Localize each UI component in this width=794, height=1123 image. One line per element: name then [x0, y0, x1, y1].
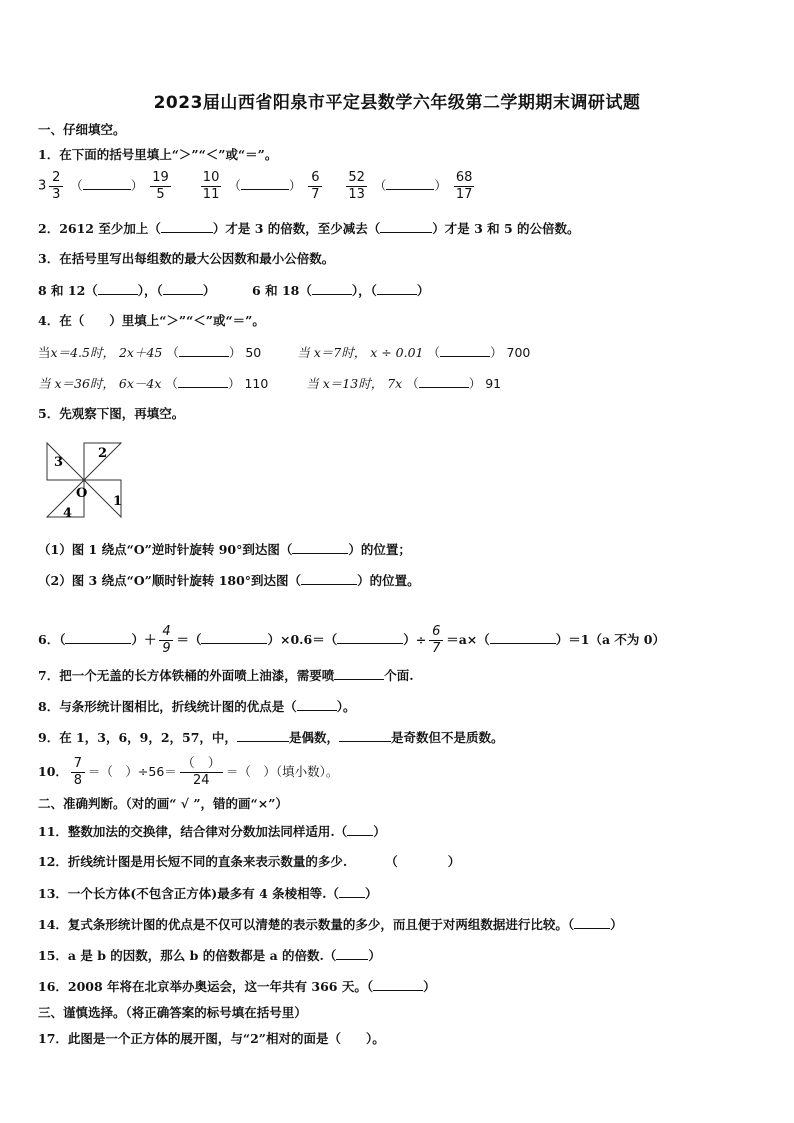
question-5-sub-2: （2）图 3 绕点“O”顺时针旋转 180°到达图（ ）的位置。: [38, 573, 420, 588]
answer-blank[interactable]: [377, 282, 417, 295]
answer-blank[interactable]: [574, 916, 610, 929]
figure-label-2: 2: [98, 446, 108, 461]
fraction: $\frac{68}{17}$: [455, 170, 473, 202]
answer-blank[interactable]: [161, 220, 213, 233]
answer-blank[interactable]: [179, 344, 229, 357]
answer-blank[interactable]: [301, 572, 357, 585]
question-6: 6．（ ）＋ $\frac{4}{9}$ ＝（ ）×0.6＝（ ）÷ $\frac{6}{7}$ ＝a×（ ）＝1（a 不为 0）: [38, 624, 665, 656]
answer-blank[interactable]: [292, 541, 348, 554]
fraction: $\frac{10}{11}$: [202, 170, 220, 202]
answer-blank[interactable]: [337, 631, 403, 644]
figure-label-o: O: [76, 486, 88, 501]
judge-11: 11．整数加法的交换律，结合律对分数加法同样适用.（ ）: [38, 824, 386, 839]
answer-blank[interactable]: [347, 823, 373, 836]
answer-blank[interactable]: [163, 282, 203, 295]
question-4-prompt: 4．在（ ）里填上“＞”“＜”或“＝”。: [38, 313, 265, 328]
question-1-prompt: 1．在下面的括号里填上“＞”“＜”或“＝”。: [38, 147, 278, 162]
fraction: $\frac{2}{3}$: [49, 170, 63, 203]
answer-blank[interactable]: [386, 177, 434, 190]
judge-16: 16．2008 年将在北京举办奥运会，这一年共有 366 天。（ ）: [38, 979, 436, 994]
answer-blank[interactable]: [98, 282, 138, 295]
question-9: 9．在 1，3，6，9，2，57，中， 是偶数， 是奇数但不是质数。: [38, 730, 504, 745]
question-7: 7．把一个无盖的长方体铁桶的外面喷上油漆，需要喷 个面.: [38, 668, 414, 683]
section-heading-2: 二、准确判断。（对的画“ √ ”，错的画“×”）: [38, 796, 288, 811]
answer-blank[interactable]: [339, 729, 391, 742]
answer-blank[interactable]: [297, 698, 337, 711]
question-4-row-1: 当x＝4.5时， 2x＋45 （ ） 50 当 x＝7时， x ÷ 0.01 （ ） 700: [38, 345, 531, 360]
question-10: 10． $\frac{7}{8}$ ＝（ ）÷56＝ $\frac{( )}{24}$ ＝（ ）（填小数）。: [38, 756, 339, 788]
answer-blank[interactable]: [336, 947, 368, 960]
question-2: 2．2612 至少加上（ ）才是 3 的倍数，至少减去（ ）才是 3 和 5 的公倍数。: [38, 221, 580, 236]
fraction: $\frac{( )}{24}$: [181, 756, 221, 788]
fraction: $\frac{52}{13}$: [348, 170, 365, 202]
triangle-3: [47, 443, 84, 480]
answer-blank[interactable]: [440, 344, 490, 357]
page-title: 2023届山西省阳泉市平定县数学六年级第二学期期末调研试题: [153, 93, 641, 113]
figure-label-1: 1: [113, 494, 123, 509]
fraction: $\frac{6}{7}$: [429, 624, 443, 657]
rotation-figure: [44, 440, 126, 522]
answer-blank[interactable]: [83, 177, 131, 190]
figure-label-4: 4: [63, 506, 73, 521]
answer-blank[interactable]: [178, 375, 228, 388]
judge-14: 14．复式条形统计图的优点是不仅可以清楚的表示数量的多少，而且便于对两组数据进行比较。（ ）: [38, 917, 623, 932]
answer-blank[interactable]: [241, 177, 289, 190]
question-3-groups: 8 和 12（ ），（ ） 6 和 18（ ），（ ）: [38, 283, 430, 298]
fraction: $\frac{6}{7}$: [308, 170, 322, 203]
answer-blank[interactable]: [380, 220, 432, 233]
answer-blank[interactable]: [419, 375, 469, 388]
judge-13: 13．一个长方体(不包含正方体)最多有 4 条棱相等.（ ）: [38, 886, 378, 901]
judge-12: 12．折线统计图是用长短不同的直条来表示数量的多少. （ ）: [38, 854, 461, 869]
question-17: 17．此图是一个正方体的展开图，与“2”相对的面是（ ）。: [38, 1031, 385, 1046]
section-heading-1: 一、仔细填空。: [38, 122, 126, 137]
answer-blank[interactable]: [312, 282, 352, 295]
answer-blank[interactable]: [237, 729, 289, 742]
answer-blank[interactable]: [373, 978, 423, 991]
answer-blank[interactable]: [334, 667, 384, 680]
answer-blank[interactable]: [201, 631, 267, 644]
fraction: $\frac{7}{8}$: [71, 756, 85, 789]
question-4-row-2: 当 x＝36时， 6x－4x （ ） 110 当 x＝13时， 7x （ ） 91: [38, 376, 502, 391]
mixed-whole: 3: [38, 178, 47, 194]
question-5-prompt: 5．先观察下图，再填空。: [38, 406, 185, 421]
section-heading-3: 三、谨慎选择。（将正确答案的标号填在括号里）: [38, 1005, 307, 1020]
answer-blank[interactable]: [339, 885, 365, 898]
question-1-comparisons: 3 $\frac{2}{3}$ （ ） $\frac{19}{5}$ $\frac{10}{11}$ （ ） $\frac{6}{7}$ $\frac{52}{13}$ （ ） $\frac{68}{17}$: [38, 170, 473, 202]
fraction: $\frac{19}{5}$: [152, 170, 169, 202]
fraction: $\frac{4}{9}$: [159, 624, 173, 657]
question-3-prompt: 3．在括号里写出每组数的最大公因数和最小公倍数。: [38, 251, 335, 266]
answer-blank[interactable]: [490, 631, 556, 644]
question-5-sub-1: （1）图 1 绕点“O”逆时针旋转 90°到达图（ ）的位置；: [38, 542, 411, 557]
question-8: 8．与条形统计图相比，折线统计图的优点是（ ）。: [38, 699, 356, 714]
judge-15: 15．a 是 b 的因数，那么 b 的倍数都是 a 的倍数.（ ）: [38, 948, 381, 963]
figure-label-3: 3: [54, 455, 64, 470]
answer-blank[interactable]: [65, 631, 131, 644]
